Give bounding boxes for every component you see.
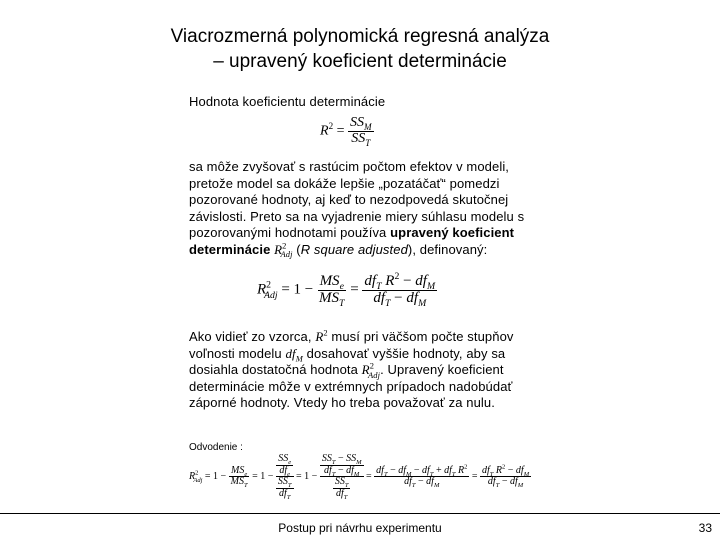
footer-divider xyxy=(0,513,720,514)
adjusted-r-squared-formula: $R^2_{Adj} = 1$ − $\frac{MS_e}{MS_T}$ = $\frac{df_T R^2 - df_M}{df_T - df_M}$ xyxy=(257,271,436,309)
page-number: 33 xyxy=(698,521,712,535)
r2-adj-symbol: $R^2_{Adj}$ xyxy=(274,240,293,260)
paragraph-1: sa môže zvyšovať s rastúcim počtom efektov v modeli, pretože model sa dokáže lepšie „pozatáčať“ pomedzi pozorované hodnoty, aj keď to nezodpovedá skutočnej závislosti. Preto sa na vyjadrenie miery súhlasu modelu s pozorovanými hodnotami používa upravený koeficient determinácie $R^2_{Adj}$ (R square adjusted), definovaný: xyxy=(189,159,525,260)
adjusted-r2-term: upravený koeficient determinácie xyxy=(189,225,515,257)
df-m-symbol: $df_M$ xyxy=(285,345,303,364)
intro-text: Hodnota koeficientu determinácie xyxy=(189,94,386,109)
r2-adj-symbol-2: $R^2_{Adj}$ xyxy=(361,360,381,380)
title-line-2: – upravený koeficient determinácie xyxy=(213,51,507,72)
title-line-1: Viacrozmerná polynomická regresná analýza xyxy=(170,26,550,47)
derivation-formula: $R^2_{Adj} = 1$ − $\frac{MS_e}{MS_T}$ = 1 − $\frac{SS_e}{df_e}$ $\frac{SS_T}{df_T}$ = 1 − $\frac{SS_T - SS_M}{df_T - df_M}$ $\frac{SS_T}{df_T}$ = $\frac{df_T - df_M - df_T + df_T R^2}{df_T - df_M}$ = $\frac{df_T R^2 - df_M}{df_T - df_M}$ xyxy=(189,453,530,501)
paragraph-2: Ako vidieť zo vzorca, $R^2$ musí pri väčšom počte stupňov voľnosti modelu $df_M$ dosahovať vyššie hodnoty, aby sa dosiahla dostatočná hodnota $R^2_{Adj}$. Upravený koeficient determinácie môže v extrémnych prípadoch nadobúdať záporné hodnoty. Vtedy ho treba považovať za nulu. xyxy=(189,327,514,410)
r-squared-formula: $R^2$ = $\frac{SS_M}{SS_T}$ xyxy=(320,115,372,148)
slide-title xyxy=(0,24,720,74)
derivation-label: Odvodenie : xyxy=(189,442,243,453)
r2-symbol: $R^2$ xyxy=(315,327,328,344)
footer-text: Postup pri návrhu experimentu xyxy=(278,521,442,535)
